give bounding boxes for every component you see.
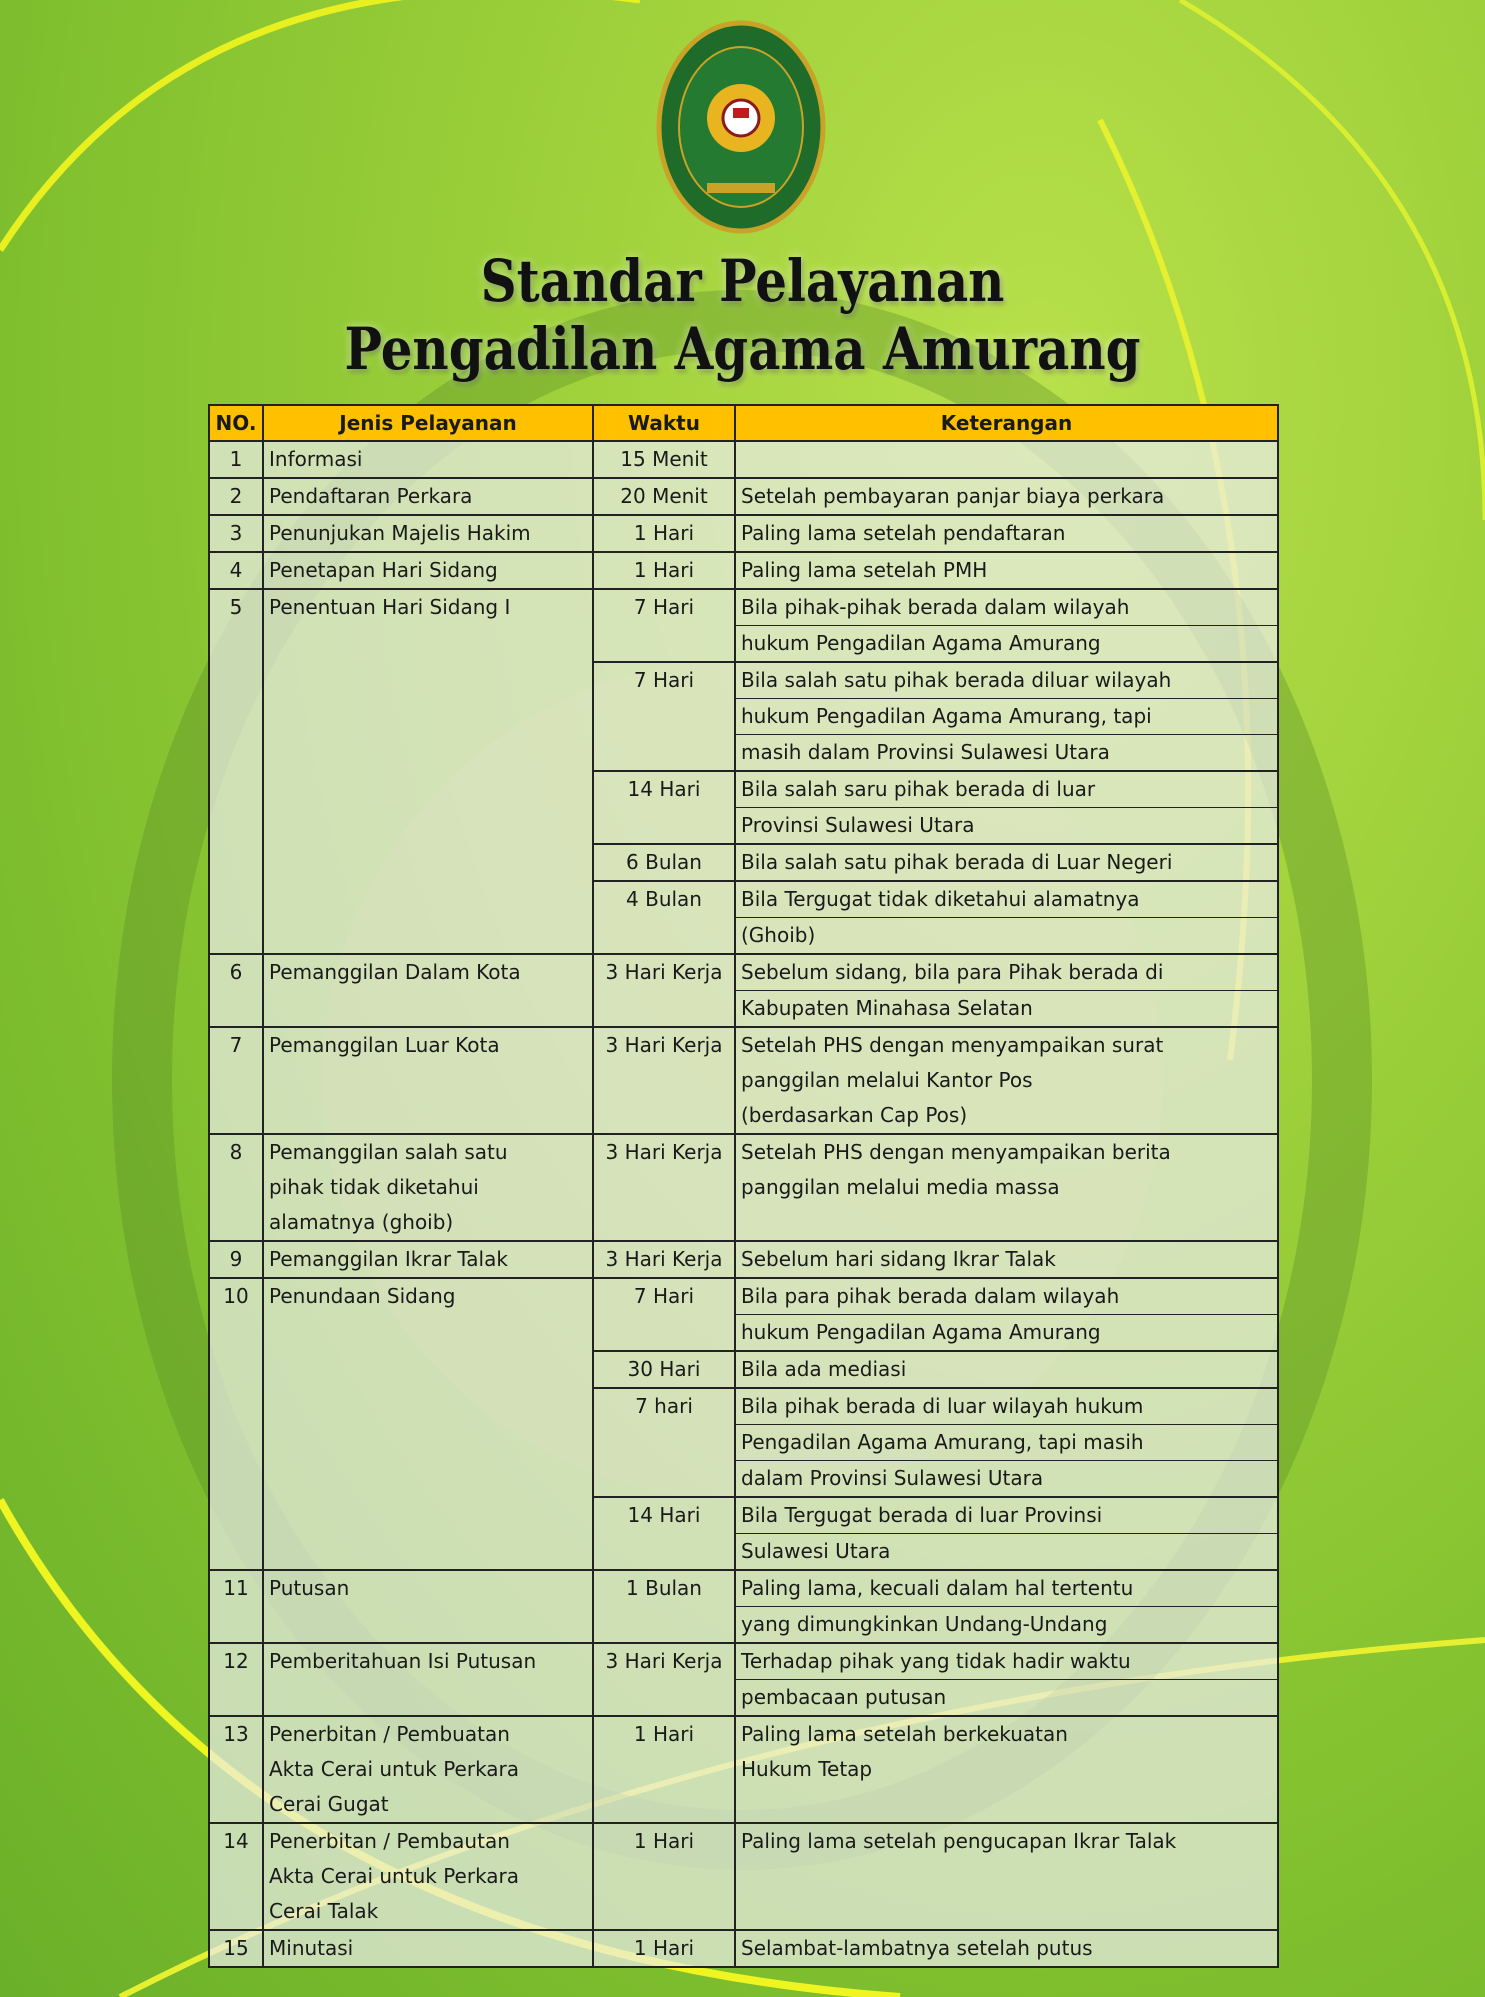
cell-waktu: 6 Bulan	[593, 844, 735, 881]
cell-jenis-pelayanan: Pemanggilan Ikrar Talak	[263, 1241, 593, 1278]
table-row	[209, 1570, 1278, 1607]
cell-no: 10	[209, 1278, 263, 1315]
table-row	[209, 1643, 1278, 1680]
table-row	[209, 589, 1278, 626]
cell-keterangan: (berdasarkan Cap Pos)	[735, 1098, 1278, 1134]
table-row	[209, 1461, 1278, 1498]
cell-waktu	[593, 1170, 735, 1205]
cell-keterangan: Paling lama setelah pendaftaran	[735, 515, 1278, 552]
court-emblem-logo	[655, 18, 827, 236]
table-row	[209, 1241, 1278, 1278]
cell-no: 9	[209, 1241, 263, 1278]
table-row	[209, 1716, 1278, 1752]
cell-jenis-pelayanan	[263, 1388, 593, 1425]
table-row	[209, 1607, 1278, 1644]
table-row	[209, 441, 1278, 478]
cell-keterangan: Paling lama, kecuali dalam hal tertentu	[735, 1570, 1278, 1607]
table-row	[209, 1680, 1278, 1717]
cell-jenis-pelayanan: Cerai Talak	[263, 1894, 593, 1930]
table-row	[209, 808, 1278, 845]
cell-jenis-pelayanan: Penerbitan / Pembautan	[263, 1823, 593, 1859]
cell-waktu	[593, 1752, 735, 1787]
cell-no	[209, 1680, 263, 1717]
cell-jenis-pelayanan	[263, 662, 593, 699]
cell-waktu: 14 Hari	[593, 771, 735, 808]
table-row	[209, 1497, 1278, 1534]
cell-no	[209, 918, 263, 955]
table-row	[209, 1351, 1278, 1388]
table-row	[209, 735, 1278, 772]
cell-keterangan: Pengadilan Agama Amurang, tapi masih	[735, 1425, 1278, 1461]
cell-keterangan: Bila para pihak berada dalam wilayah	[735, 1278, 1278, 1315]
cell-jenis-pelayanan: pihak tidak diketahui	[263, 1170, 593, 1205]
cell-keterangan	[735, 1894, 1278, 1930]
table-row	[209, 1823, 1278, 1859]
cell-keterangan: masih dalam Provinsi Sulawesi Utara	[735, 735, 1278, 772]
cell-waktu: 1 Hari	[593, 1823, 735, 1859]
page-title-line-2: Pengadilan Agama Amurang	[344, 315, 1141, 383]
cell-waktu	[593, 1680, 735, 1717]
cell-jenis-pelayanan: Putusan	[263, 1570, 593, 1607]
cell-jenis-pelayanan	[263, 1063, 593, 1098]
cell-waktu: 15 Menit	[593, 441, 735, 478]
cell-keterangan: Bila pihak-pihak berada dalam wilayah	[735, 589, 1278, 626]
cell-waktu: 30 Hari	[593, 1351, 735, 1388]
table-row	[209, 1388, 1278, 1425]
cell-no: 14	[209, 1823, 263, 1859]
cell-waktu: 7 Hari	[593, 1278, 735, 1315]
table-row	[209, 478, 1278, 515]
table-row	[209, 918, 1278, 955]
cell-waktu	[593, 1894, 735, 1930]
table-row	[209, 552, 1278, 589]
cell-waktu: 4 Bulan	[593, 881, 735, 918]
table-row	[209, 1425, 1278, 1461]
cell-no	[209, 1534, 263, 1571]
cell-keterangan: Provinsi Sulawesi Utara	[735, 808, 1278, 845]
cell-keterangan: dalam Provinsi Sulawesi Utara	[735, 1461, 1278, 1498]
cell-no	[209, 735, 263, 772]
cell-waktu	[593, 808, 735, 845]
cell-jenis-pelayanan: Pemanggilan Luar Kota	[263, 1027, 593, 1063]
cell-jenis-pelayanan	[263, 918, 593, 955]
cell-no: 12	[209, 1643, 263, 1680]
table-row	[209, 626, 1278, 663]
cell-jenis-pelayanan	[263, 1461, 593, 1498]
cell-waktu: 1 Hari	[593, 1930, 735, 1967]
cell-keterangan: Paling lama setelah berkekuatan	[735, 1716, 1278, 1752]
cell-jenis-pelayanan	[263, 1315, 593, 1352]
cell-jenis-pelayanan	[263, 771, 593, 808]
cell-jenis-pelayanan	[263, 735, 593, 772]
cell-no	[209, 699, 263, 735]
cell-waktu: 3 Hari Kerja	[593, 1134, 735, 1170]
cell-no: 4	[209, 552, 263, 589]
cell-waktu: 20 Menit	[593, 478, 735, 515]
cell-waktu: 3 Hari Kerja	[593, 954, 735, 991]
cell-no	[209, 662, 263, 699]
cell-waktu	[593, 735, 735, 772]
cell-waktu: 7 Hari	[593, 662, 735, 699]
header-no: NO.	[209, 405, 263, 441]
cell-waktu	[593, 1098, 735, 1134]
cell-jenis-pelayanan	[263, 1098, 593, 1134]
cell-no	[209, 626, 263, 663]
cell-no: 6	[209, 954, 263, 991]
cell-no	[209, 771, 263, 808]
cell-jenis-pelayanan: Penundaan Sidang	[263, 1278, 593, 1315]
cell-no: 8	[209, 1134, 263, 1170]
cell-no	[209, 1205, 263, 1241]
cell-no	[209, 1497, 263, 1534]
cell-waktu: 7 Hari	[593, 589, 735, 626]
cell-waktu	[593, 1063, 735, 1098]
table-row	[209, 1752, 1278, 1787]
cell-keterangan: Setelah PHS dengan menyampaikan berita	[735, 1134, 1278, 1170]
cell-jenis-pelayanan: Penentuan Hari Sidang I	[263, 589, 593, 626]
cell-no	[209, 1787, 263, 1823]
cell-waktu	[593, 1315, 735, 1352]
table-row	[209, 1315, 1278, 1352]
header-jenis-pelayanan: Jenis Pelayanan	[263, 405, 593, 441]
cell-waktu: 1 Hari	[593, 515, 735, 552]
cell-waktu	[593, 1425, 735, 1461]
table-row	[209, 1170, 1278, 1205]
cell-keterangan: panggilan melalui media massa	[735, 1170, 1278, 1205]
cell-keterangan	[735, 1787, 1278, 1823]
cell-jenis-pelayanan: Informasi	[263, 441, 593, 478]
cell-jenis-pelayanan	[263, 626, 593, 663]
cell-waktu: 3 Hari Kerja	[593, 1241, 735, 1278]
cell-waktu: 1 Hari	[593, 552, 735, 589]
cell-no	[209, 991, 263, 1028]
cell-waktu	[593, 1461, 735, 1498]
cell-keterangan: Bila Tergugat berada di luar Provinsi	[735, 1497, 1278, 1534]
cell-keterangan: Setelah pembayaran panjar biaya perkara	[735, 478, 1278, 515]
service-standard-table	[208, 404, 1279, 1968]
table-row	[209, 515, 1278, 552]
cell-keterangan: Hukum Tetap	[735, 1752, 1278, 1787]
table-row	[209, 662, 1278, 699]
table-row	[209, 1534, 1278, 1571]
header-keterangan: Keterangan	[735, 405, 1278, 441]
table-row	[209, 1205, 1278, 1241]
cell-jenis-pelayanan: Pemberitahuan Isi Putusan	[263, 1643, 593, 1680]
cell-keterangan	[735, 1859, 1278, 1894]
cell-jenis-pelayanan	[263, 881, 593, 918]
cell-keterangan: hukum Pengadilan Agama Amurang, tapi	[735, 699, 1278, 735]
cell-waktu: 1 Hari	[593, 1716, 735, 1752]
cell-jenis-pelayanan: Akta Cerai untuk Perkara	[263, 1859, 593, 1894]
cell-jenis-pelayanan: Pemanggilan Dalam Kota	[263, 954, 593, 991]
table-row	[209, 1859, 1278, 1894]
table-row	[209, 699, 1278, 735]
cell-waktu: 3 Hari Kerja	[593, 1643, 735, 1680]
cell-keterangan: hukum Pengadilan Agama Amurang	[735, 1315, 1278, 1352]
cell-no	[209, 881, 263, 918]
cell-jenis-pelayanan	[263, 844, 593, 881]
table-row	[209, 1894, 1278, 1930]
cell-keterangan: Sebelum sidang, bila para Pihak berada di	[735, 954, 1278, 991]
cell-keterangan: Paling lama setelah PMH	[735, 552, 1278, 589]
cell-keterangan: Bila salah satu pihak berada diluar wilayah	[735, 662, 1278, 699]
cell-waktu: 1 Bulan	[593, 1570, 735, 1607]
cell-jenis-pelayanan	[263, 1607, 593, 1644]
cell-no	[209, 1351, 263, 1388]
cell-no	[209, 1859, 263, 1894]
cell-no	[209, 1063, 263, 1098]
cell-no: 15	[209, 1930, 263, 1967]
cell-no: 5	[209, 589, 263, 626]
cell-jenis-pelayanan: Akta Cerai untuk Perkara	[263, 1752, 593, 1787]
cell-jenis-pelayanan	[263, 991, 593, 1028]
cell-keterangan: Setelah PHS dengan menyampaikan surat	[735, 1027, 1278, 1063]
cell-jenis-pelayanan: Penetapan Hari Sidang	[263, 552, 593, 589]
cell-jenis-pelayanan: Penunjukan Majelis Hakim	[263, 515, 593, 552]
cell-waktu	[593, 918, 735, 955]
cell-keterangan: Bila Tergugat tidak diketahui alamatnya	[735, 881, 1278, 918]
cell-no	[209, 844, 263, 881]
cell-jenis-pelayanan	[263, 1425, 593, 1461]
cell-no: 7	[209, 1027, 263, 1063]
table-row	[209, 991, 1278, 1028]
cell-jenis-pelayanan: Pendaftaran Perkara	[263, 478, 593, 515]
cell-waktu	[593, 699, 735, 735]
table-row	[209, 771, 1278, 808]
cell-no: 3	[209, 515, 263, 552]
cell-keterangan	[735, 1205, 1278, 1241]
cell-waktu	[593, 1607, 735, 1644]
cell-jenis-pelayanan	[263, 1534, 593, 1571]
cell-no	[209, 1170, 263, 1205]
cell-keterangan	[735, 441, 1278, 478]
cell-keterangan: hukum Pengadilan Agama Amurang	[735, 626, 1278, 663]
cell-no: 13	[209, 1716, 263, 1752]
cell-jenis-pelayanan: Penerbitan / Pembuatan	[263, 1716, 593, 1752]
table-row	[209, 1930, 1278, 1967]
cell-waktu	[593, 1859, 735, 1894]
cell-waktu: 14 Hari	[593, 1497, 735, 1534]
cell-no	[209, 1315, 263, 1352]
cell-no	[209, 1607, 263, 1644]
cell-keterangan: panggilan melalui Kantor Pos	[735, 1063, 1278, 1098]
cell-keterangan: Kabupaten Minahasa Selatan	[735, 991, 1278, 1028]
cell-keterangan: Paling lama setelah pengucapan Ikrar Talak	[735, 1823, 1278, 1859]
table-row	[209, 1027, 1278, 1063]
cell-keterangan: Terhadap pihak yang tidak hadir waktu	[735, 1643, 1278, 1680]
cell-no	[209, 1461, 263, 1498]
cell-keterangan: Selambat-lambatnya setelah putus	[735, 1930, 1278, 1967]
cell-no	[209, 1894, 263, 1930]
cell-jenis-pelayanan	[263, 1680, 593, 1717]
table-row	[209, 1787, 1278, 1823]
cell-jenis-pelayanan	[263, 1351, 593, 1388]
cell-waktu: 3 Hari Kerja	[593, 1027, 735, 1063]
header-waktu: Waktu	[593, 405, 735, 441]
cell-no: 1	[209, 441, 263, 478]
cell-jenis-pelayanan: Minutasi	[263, 1930, 593, 1967]
table-header-row	[209, 405, 1278, 441]
cell-keterangan: Bila ada mediasi	[735, 1351, 1278, 1388]
cell-keterangan: Bila salah satu pihak berada di Luar Negeri	[735, 844, 1278, 881]
table-row	[209, 1063, 1278, 1098]
cell-waktu	[593, 1534, 735, 1571]
cell-jenis-pelayanan	[263, 808, 593, 845]
cell-jenis-pelayanan: alamatnya (ghoib)	[263, 1205, 593, 1241]
table-row	[209, 1134, 1278, 1170]
cell-no	[209, 1098, 263, 1134]
cell-keterangan: Sulawesi Utara	[735, 1534, 1278, 1571]
cell-jenis-pelayanan: Pemanggilan salah satu	[263, 1134, 593, 1170]
cell-keterangan: Bila pihak berada di luar wilayah hukum	[735, 1388, 1278, 1425]
cell-waktu	[593, 1787, 735, 1823]
table-row	[209, 1098, 1278, 1134]
table-row	[209, 844, 1278, 881]
cell-waktu	[593, 991, 735, 1028]
cell-keterangan: Sebelum hari sidang Ikrar Talak	[735, 1241, 1278, 1278]
cell-no	[209, 1425, 263, 1461]
cell-no	[209, 808, 263, 845]
cell-keterangan: Bila salah saru pihak berada di luar	[735, 771, 1278, 808]
cell-jenis-pelayanan: Cerai Gugat	[263, 1787, 593, 1823]
cell-waktu	[593, 626, 735, 663]
table-row	[209, 881, 1278, 918]
page-title-line-1: Standar Pelayanan	[480, 247, 1005, 315]
cell-no	[209, 1388, 263, 1425]
table-row	[209, 954, 1278, 991]
cell-waktu: 7 hari	[593, 1388, 735, 1425]
cell-waktu	[593, 1205, 735, 1241]
cell-keterangan: (Ghoib)	[735, 918, 1278, 955]
table-row	[209, 1278, 1278, 1315]
cell-keterangan: pembacaan putusan	[735, 1680, 1278, 1717]
cell-no: 2	[209, 478, 263, 515]
table-body	[209, 441, 1278, 1967]
cell-no	[209, 1752, 263, 1787]
cell-jenis-pelayanan	[263, 1497, 593, 1534]
cell-no: 11	[209, 1570, 263, 1607]
cell-keterangan: yang dimungkinkan Undang-Undang	[735, 1607, 1278, 1644]
cell-jenis-pelayanan	[263, 699, 593, 735]
